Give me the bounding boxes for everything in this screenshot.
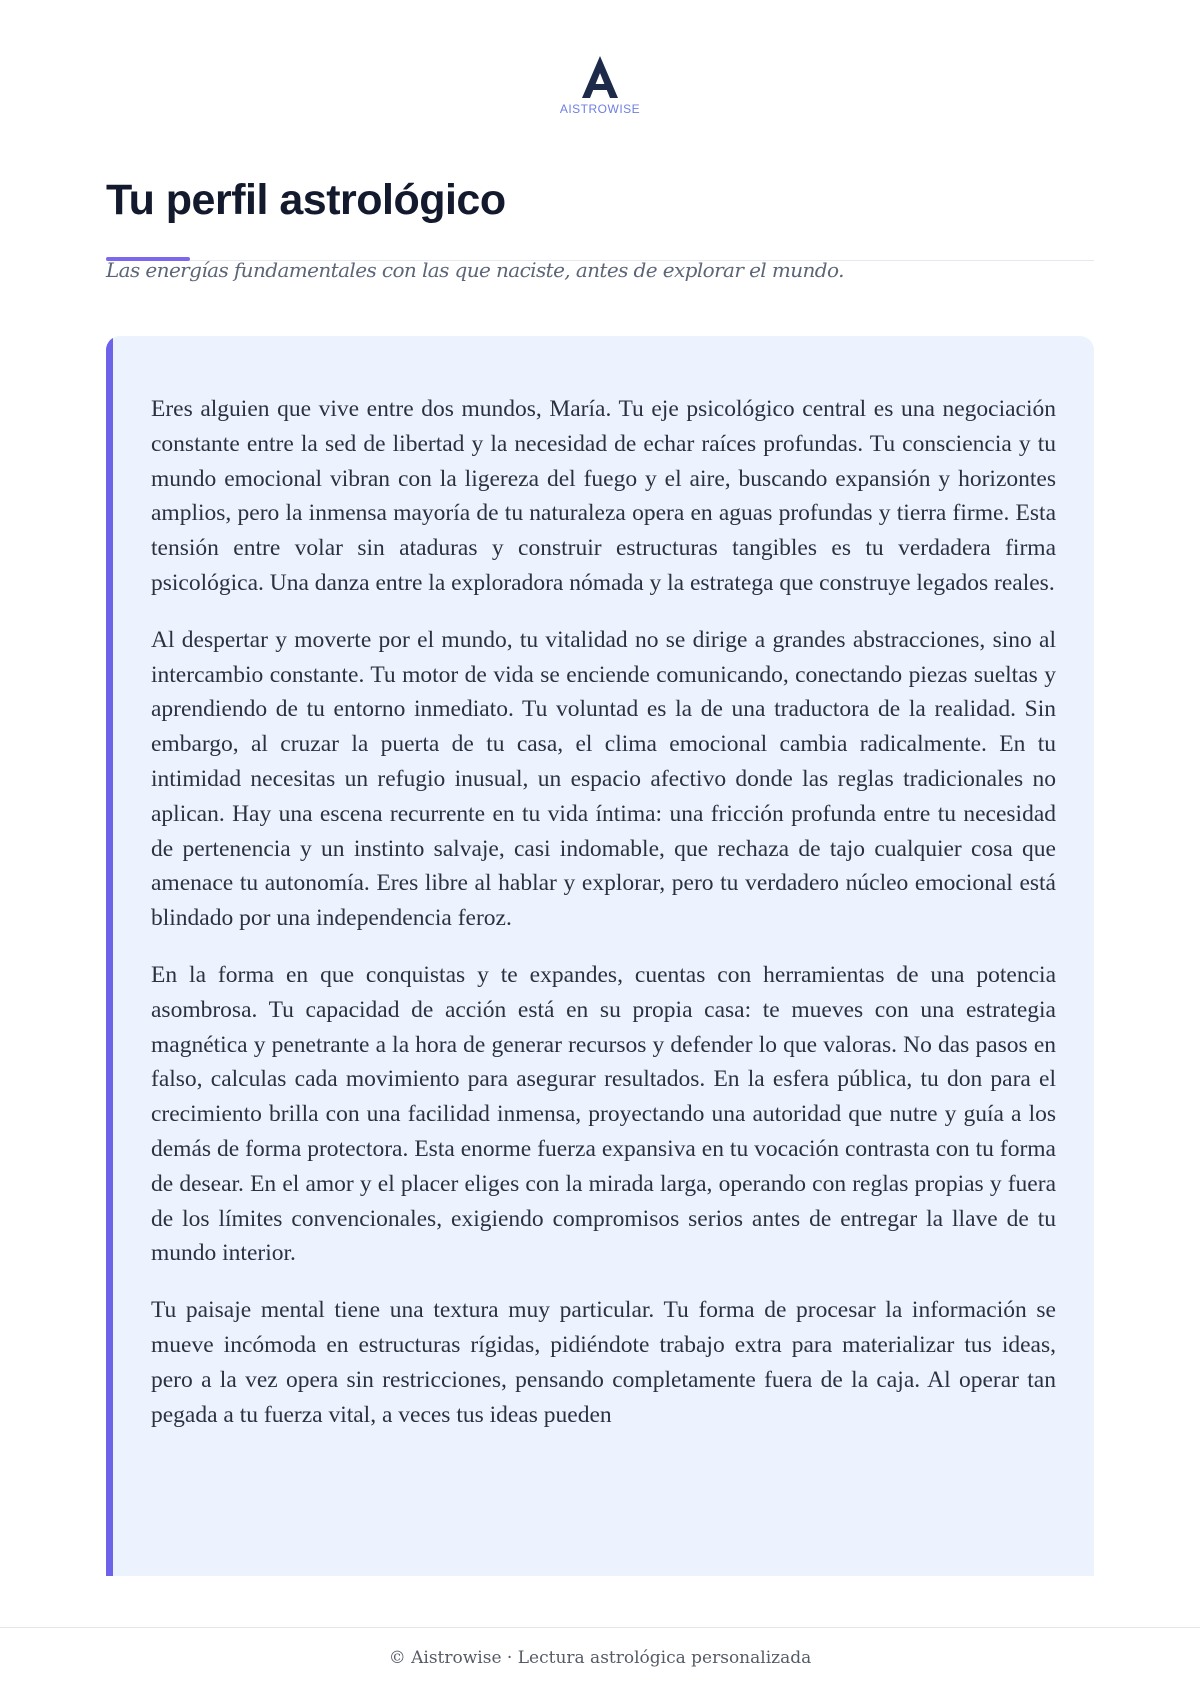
brand-logo [0, 54, 1200, 116]
paragraph: Tu paisaje mental tiene una textura muy particular. Tu forma de procesar la información se mueve incómoda en estructuras rígidas, pidiéndote trabajo extra para materializar tus ideas, pero a la vez opera sin restricciones, pensando completamente fuera de la caja. Al operar tan pegada a tu fuerza vital, a veces tus ideas pueden [151, 1297, 1056, 1428]
paragraph: Al despertar y moverte por el mundo, tu vitalidad no se dirige a grandes abstracciones, sino al intercambio constante. Tu motor de vida se enciende comunicando, conectando piezas sueltas y aprendiendo de tu entorno inmediato. Tu voluntad es la de una traductora de la realidad. Sin embargo, al cruzar la puerta de tu casa, el clima emocional cambia radicalmente. En tu intimidad necesitas un refugio inusual, un espacio afectivo donde las reglas tradicionales no aplican. Hay una escena recurrente en tu vida íntima: una fricción profunda entre tu necesidad de pertenencia y un instinto salvaje, casi indomable, que rechaza de tajo cualquier cosa que amenace tu autonomía. Eres libre al hablar y explorar, pero tu verdadero núcleo emocional está blindado por una independencia feroz. [151, 626, 1056, 932]
card-accent-bar [106, 336, 113, 1576]
page-footer: © Aistrowise · Lectura astrológica personalizada [388, 1648, 812, 1668]
paragraph: Eres alguien que vive entre dos mundos, María. Tu eje psicológico central es una negociación constante entre la sed de libertad y la necesidad de echar raíces profundas. Tu consciencia y tu mundo emocional vibran con la ligereza del fuego y el aire, buscando expansión y horizontes amplios, pero la inmensa mayoría de tu naturaleza opera en aguas profundas y tierra firme. Esta tensión entre volar sin ataduras y construir estructuras tangibles es tu verdadera firma psicológica. Una danza entre la exploradora nómada y la estratega que construye legados reales. [151, 396, 1056, 596]
brand-name: AISTROWISE [559, 102, 641, 116]
profile-reading-card [106, 336, 1094, 1576]
page-subtitle: Las energías fundamentales con las que naciste, antes de explorar el mundo. [106, 258, 844, 282]
paragraph: En la forma en que conquistas y te expandes, cuentas con herramientas de una potencia asombrosa. Tu capacidad de acción está en su propia casa: te mueves con una estrategia magnética y penetrante a la hora de generar recursos y defender lo que valoras. No das pasos en falso, calculas cada movimiento para asegurar resultados. En la esfera pública, tu don para el crecimiento brilla con una facilidad inmensa, proyectando una autoridad que nutre y guía a los demás de forma protectora. Esta enorme fuerza expansiva en tu vocación contrasta con tu forma de desear. En el amor y el placer eliges con la mirada larga, operando con reglas propias y fuera de los límites convencionales, exigiendo compromisos serios antes de entregar la llave de tu mundo interior. [151, 961, 1056, 1267]
letter-a-logo-icon [579, 54, 621, 100]
reading-text [151, 392, 1056, 1454]
page-title: Tu perfil astrológico [106, 176, 506, 224]
footer-divider [0, 1627, 1200, 1628]
